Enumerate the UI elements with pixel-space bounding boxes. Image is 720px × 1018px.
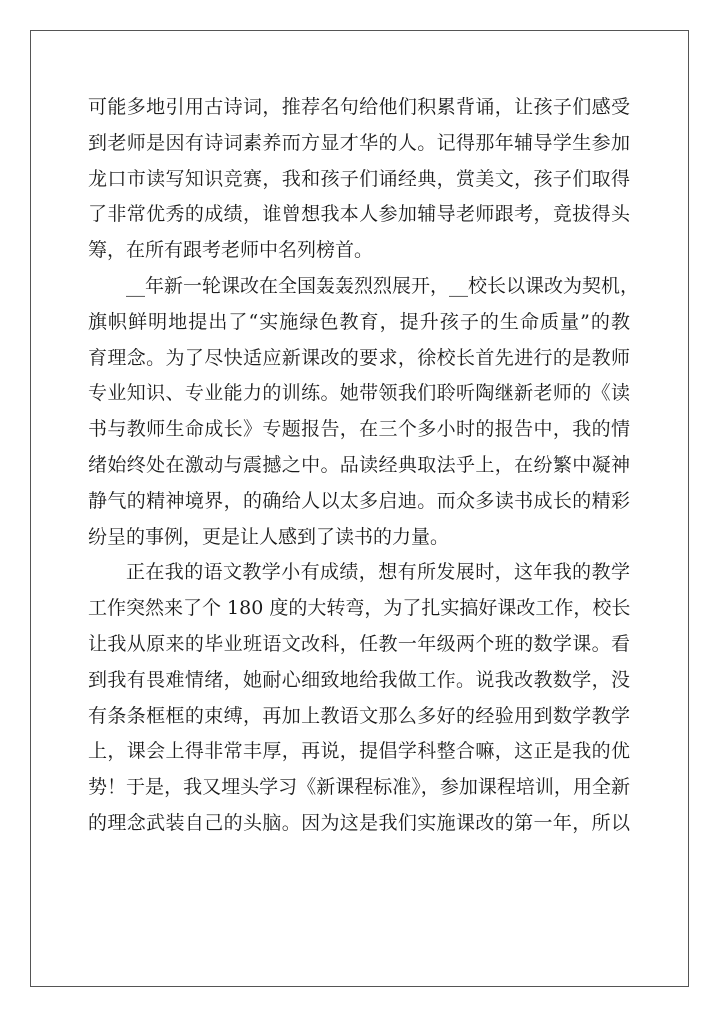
text-line: 筹，在所有跟考老师中名列榜首。 [88,239,374,262]
text-line: 纷呈的事例，更是让人感到了读书的力量。 [88,525,450,548]
text-line: 龙口市读写知识竞赛，我和孩子们诵经典，赏美文，孩子们取得 [88,167,630,190]
text-line: 静气的精神境界，的确给人以太多启迪。而众多读书成长的精彩 [88,489,630,512]
text-line: __年新一轮课改在全国轰轰烈烈展开，__校长以课改为契机， [126,274,640,297]
text-line: 育理念。为了尽快适应新课改的要求，徐校长首先进行的是教师 [88,346,630,369]
text-line: 的理念武装自己的头脑。因为这是我们实施课改的第一年，所以 [88,811,630,834]
text-line: 旗帜鲜明地提出了“实施绿色教育，提升孩子的生命质量”的教 [88,310,630,333]
text-line: 到我有畏难情绪，她耐心细致地给我做工作。说我改教数学，没 [88,668,630,691]
text-line: 可能多地引用古诗词，推荐名句给他们积累背诵，让孩子们感受 [88,96,630,118]
text-line: 正在我的语文教学小有成绩，想有所发展时，这年我的教学 [126,561,630,584]
document-body [88,90,668,842]
text-line: 让我从原来的毕业班语文改科，任教一年级两个班的数学课。看 [88,632,630,655]
text-line: 专业知识、专业能力的训练。她带领我们聆听陶继新老师的《读 [88,382,630,405]
text-line: 上，课会上得非常丰厚，再说，提倡学科整合嘛，这正是我的优 [88,740,630,763]
text-line: 势！于是，我又埋头学习《新课程标准》，参加课程培训，用全新 [88,776,630,799]
text-line: 了非常优秀的成绩，谁曾想我本人参加辅导老师跟考，竟拔得头 [88,203,630,226]
text-line: 工作突然来了个 180 度的大转弯，为了扎实搞好课改工作，校长 [88,597,631,620]
text-line: 绪始终处在激动与震撼之中。品读经典取法乎上，在纷繁中凝神 [88,453,630,476]
text-line: 书与教师生命成长》专题报告，在三个多小时的报告中，我的情 [88,418,630,441]
text-line: 到老师是因有诗词素养而方显才华的人。记得那年辅导学生参加 [88,131,630,154]
text-line: 有条条框框的束缚，再加上教语文那么多好的经验用到数学教学 [88,704,630,727]
